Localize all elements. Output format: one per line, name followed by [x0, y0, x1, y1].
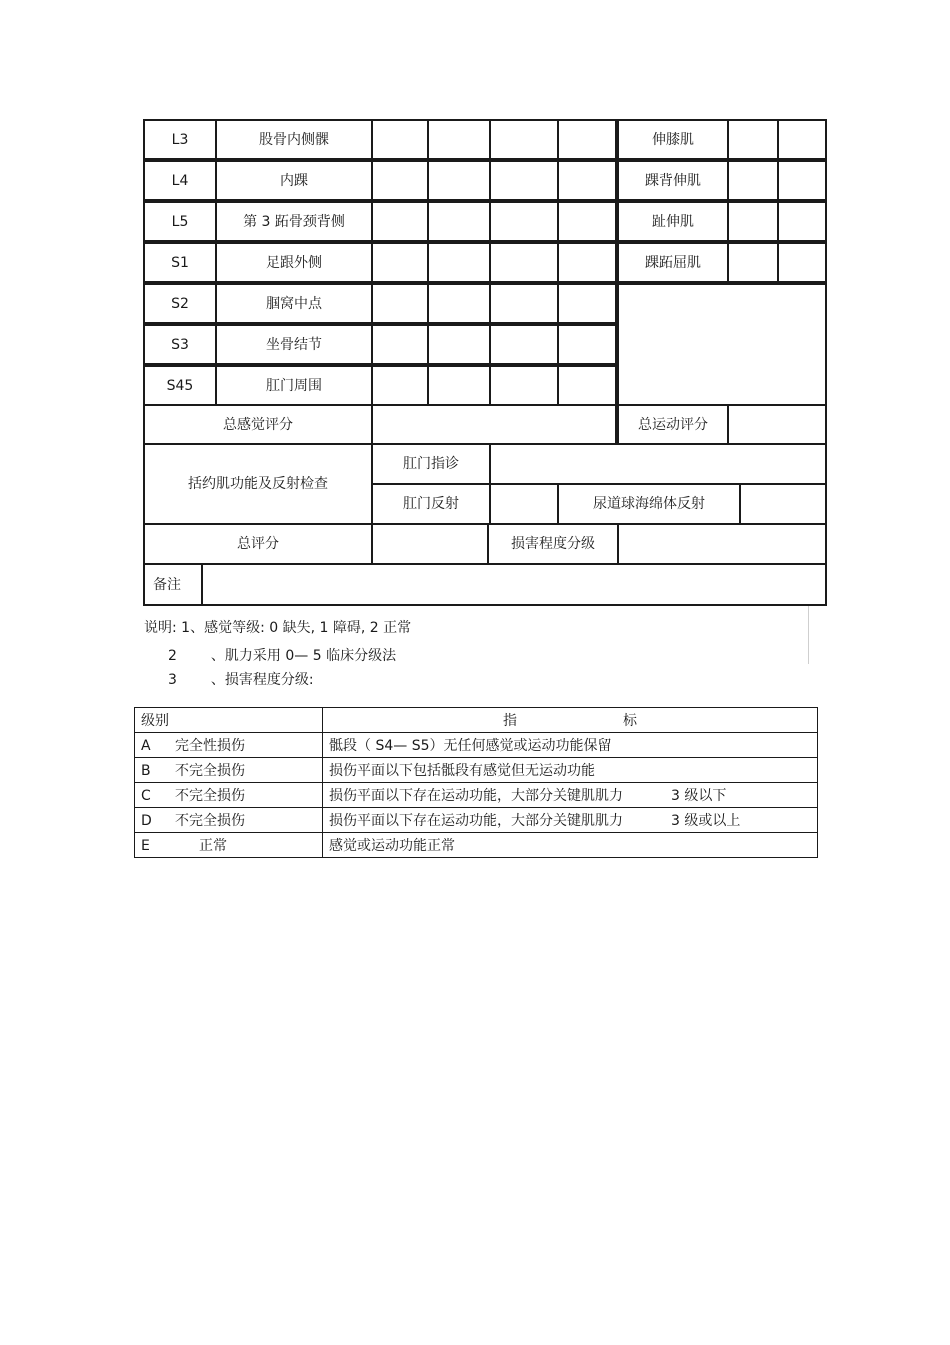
key-point-cell: 股骨内侧髁 [215, 119, 373, 160]
legend-grade-name: 完全性损伤 [175, 738, 245, 754]
score-cell[interactable] [371, 365, 429, 406]
legend-desc-suffix: 3 级或以上 [671, 813, 741, 829]
sphincter-label: 括约肌功能及反射检查 [143, 443, 373, 525]
legend-grade-cell [135, 808, 323, 833]
score-cell[interactable] [371, 324, 429, 365]
legend-grade-cell [135, 783, 323, 808]
key-point-cell: 足跟外侧 [215, 242, 373, 283]
key-point-cell: 肛门周围 [215, 365, 373, 406]
motor-score-cell[interactable] [727, 119, 779, 160]
remarks-label: 备注 [143, 563, 203, 606]
note-line-3-text: 、损害程度分级: [210, 672, 314, 688]
motor-score-cell[interactable] [777, 160, 827, 201]
segment-cell: L3 [143, 119, 217, 160]
score-cell[interactable] [557, 242, 617, 283]
score-cell[interactable] [489, 324, 559, 365]
blank-merged-cell [617, 283, 827, 406]
table-row [135, 808, 818, 833]
legend-desc-cell [323, 808, 818, 833]
key-muscle-cell: 伸膝肌 [617, 119, 729, 160]
total-sensory-value[interactable] [371, 404, 617, 445]
legend-grade-cell [135, 758, 323, 783]
legend-desc-cell [323, 833, 818, 858]
legend-grade-cell [135, 833, 323, 858]
score-cell[interactable] [489, 201, 559, 242]
note-line-2 [168, 645, 396, 665]
anal-reflex-value[interactable] [489, 483, 559, 525]
score-cell[interactable] [427, 201, 491, 242]
table-row [135, 758, 818, 783]
legend-desc: 感觉或运动功能正常 [329, 838, 455, 854]
legend-desc: 损伤平面以下包括骶段有感觉但无运动功能 [329, 763, 595, 779]
segment-cell: S2 [143, 283, 217, 324]
note-line-2-num: 2 [168, 648, 177, 664]
score-cell[interactable] [371, 160, 429, 201]
segment-cell: L5 [143, 201, 217, 242]
legend-grade-name: 正常 [199, 838, 227, 854]
notes-right-rule [808, 606, 809, 664]
legend-grade-cell [135, 733, 323, 758]
score-cell[interactable] [371, 201, 429, 242]
bulbo-reflex-label: 尿道球海绵体反射 [557, 483, 741, 525]
score-cell[interactable] [427, 160, 491, 201]
segment-cell: L4 [143, 160, 217, 201]
legend-grade-letter: E [141, 838, 150, 854]
score-cell[interactable] [371, 119, 429, 160]
legend-desc-cell [323, 758, 818, 783]
key-point-cell: 腘窝中点 [215, 283, 373, 324]
score-cell[interactable] [557, 324, 617, 365]
note-line-2-text: 、肌力采用 0— 5 临床分级法 [210, 648, 397, 664]
segment-cell: S1 [143, 242, 217, 283]
legend-desc-cell [323, 783, 818, 808]
score-cell[interactable] [489, 242, 559, 283]
motor-score-cell[interactable] [777, 201, 827, 242]
motor-score-cell[interactable] [777, 242, 827, 283]
score-cell[interactable] [371, 242, 429, 283]
bulbo-reflex-value[interactable] [739, 483, 827, 525]
legend-header-row [135, 708, 818, 733]
legend-desc-cell [323, 733, 818, 758]
damage-grade-value[interactable] [617, 523, 827, 565]
legend-grade-name: 不完全损伤 [175, 813, 245, 829]
legend-header-index-1: 指 [503, 713, 517, 729]
legend-header-index-2: 标 [623, 713, 637, 729]
score-cell[interactable] [489, 283, 559, 324]
anal-exam-value[interactable] [489, 443, 827, 485]
anal-exam-label: 肛门指诊 [371, 443, 491, 485]
segment-cell: S45 [143, 365, 217, 406]
score-cell[interactable] [427, 119, 491, 160]
score-cell[interactable] [557, 365, 617, 406]
anal-reflex-label: 肛门反射 [371, 483, 491, 525]
score-cell[interactable] [557, 160, 617, 201]
score-cell[interactable] [489, 119, 559, 160]
table-row [135, 733, 818, 758]
legend-grade-letter: D [141, 813, 152, 829]
total-score-value[interactable] [371, 523, 489, 565]
grade-legend-table [134, 707, 818, 858]
motor-score-cell[interactable] [777, 119, 827, 160]
total-motor-label: 总运动评分 [617, 404, 729, 445]
legend-desc: 损伤平面以下存在运动功能，大部分关键肌肌力 [329, 788, 623, 804]
total-score-label: 总评分 [143, 523, 373, 565]
motor-score-cell[interactable] [727, 160, 779, 201]
total-sensory-label: 总感觉评分 [143, 404, 373, 445]
legend-desc: 损伤平面以下存在运动功能，大部分关键肌肌力 [329, 813, 623, 829]
legend-grade-letter: C [141, 788, 151, 804]
score-cell[interactable] [427, 324, 491, 365]
legend-grade-name: 不完全损伤 [175, 763, 245, 779]
legend-grade-letter: A [141, 738, 151, 754]
score-cell[interactable] [557, 283, 617, 324]
score-cell[interactable] [427, 365, 491, 406]
legend-desc-suffix: 3 级以下 [671, 788, 727, 804]
key-muscle-cell: 趾伸肌 [617, 201, 729, 242]
motor-score-cell[interactable] [727, 201, 779, 242]
legend-grade-letter: B [141, 763, 151, 779]
table-row [135, 783, 818, 808]
key-point-cell: 第 3 跖骨颈背侧 [215, 201, 373, 242]
legend-grade-name: 不完全损伤 [175, 788, 245, 804]
legend-header-level: 级别 [135, 708, 323, 733]
key-muscle-cell: 踝背伸肌 [617, 160, 729, 201]
note-line-3-num: 3 [168, 672, 177, 688]
legend-desc: 骶段（ S4— S5）无任何感觉或运动功能保留 [329, 738, 612, 754]
legend-header-index [323, 708, 818, 733]
remarks-value[interactable] [201, 563, 827, 606]
score-cell[interactable] [557, 119, 617, 160]
table-row [135, 833, 818, 858]
score-cell[interactable] [489, 160, 559, 201]
key-point-cell: 内踝 [215, 160, 373, 201]
score-cell[interactable] [427, 283, 491, 324]
key-point-cell: 坐骨结节 [215, 324, 373, 365]
score-cell[interactable] [427, 242, 491, 283]
note-line-1: 说明: 1、感觉等级: 0 缺失, 1 障碍, 2 正常 [144, 620, 412, 636]
segment-cell: S3 [143, 324, 217, 365]
assessment-grid [143, 119, 827, 606]
score-cell[interactable] [489, 365, 559, 406]
motor-score-cell[interactable] [727, 242, 779, 283]
damage-grade-label: 损害程度分级 [487, 523, 619, 565]
score-cell[interactable] [557, 201, 617, 242]
score-cell[interactable] [371, 283, 429, 324]
total-motor-value[interactable] [727, 404, 827, 445]
note-line-3 [168, 669, 314, 689]
key-muscle-cell: 踝跖屈肌 [617, 242, 729, 283]
